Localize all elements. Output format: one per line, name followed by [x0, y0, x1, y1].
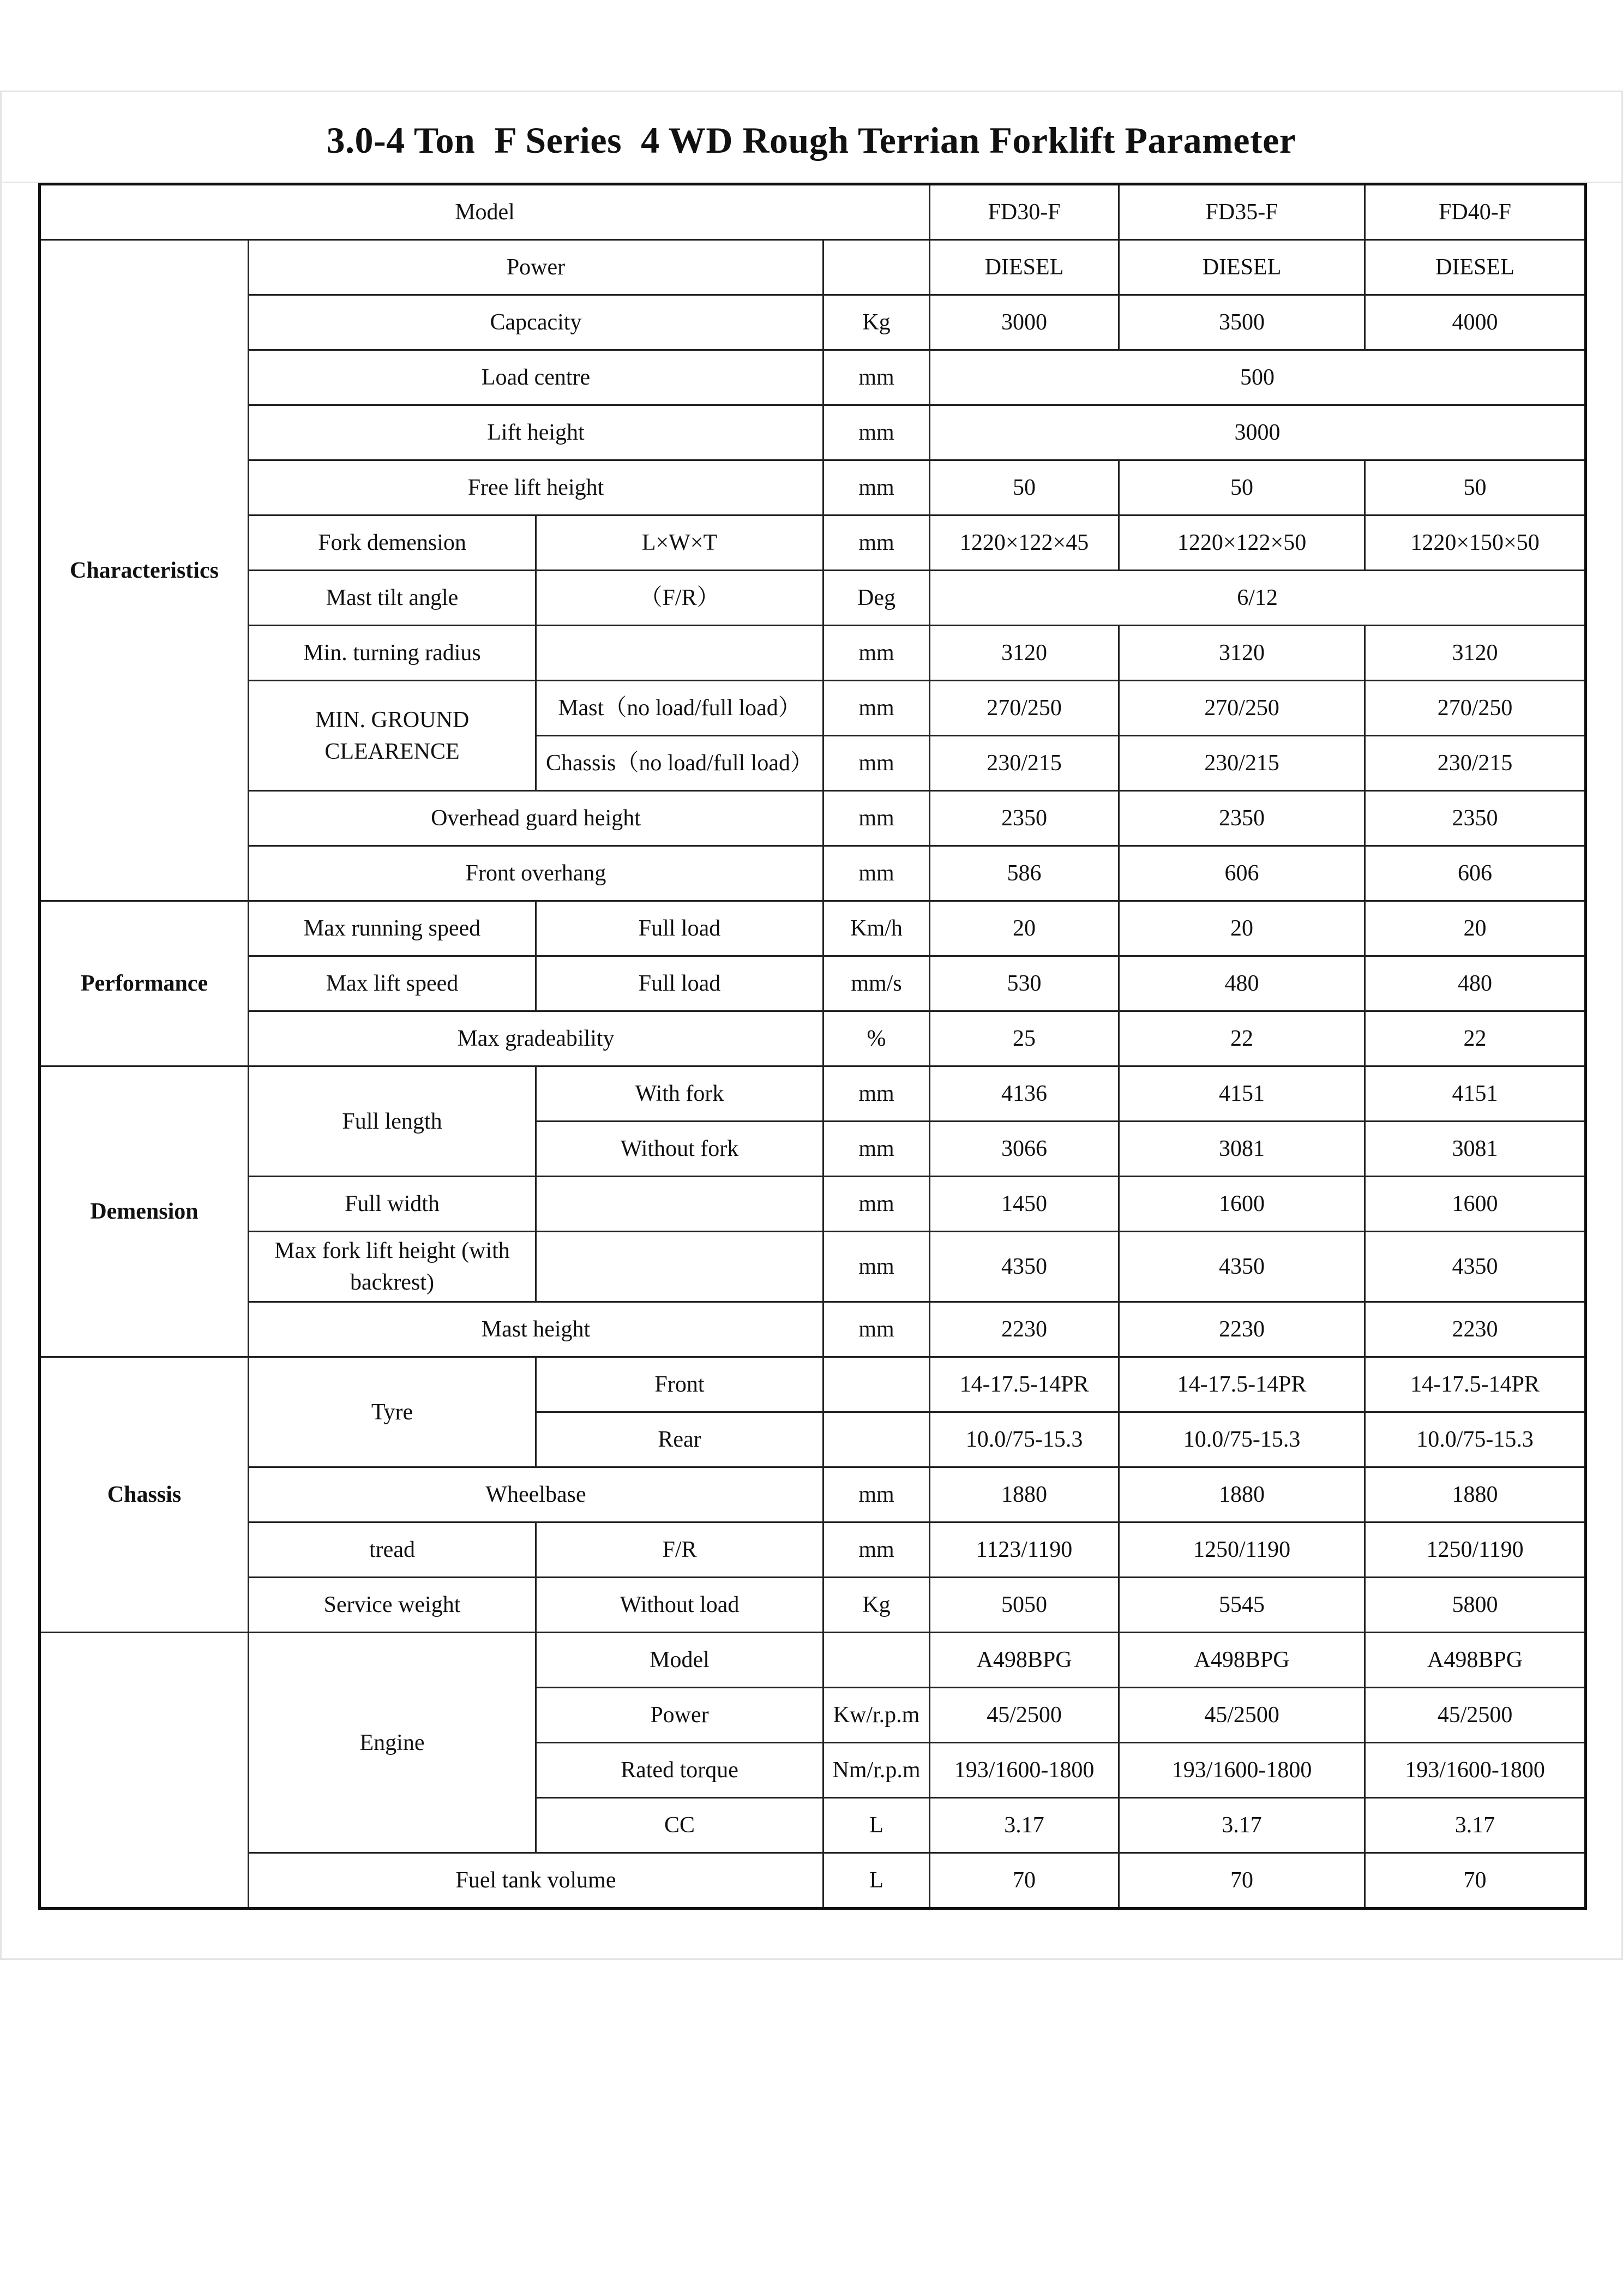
row-sublabel: Model — [536, 1633, 823, 1688]
unit-cell: mm — [823, 405, 930, 460]
table-row — [40, 460, 1586, 515]
value-cell: 14-17.5-14PR — [1119, 1357, 1365, 1412]
row-label: Capcacity — [249, 295, 823, 350]
value-cell: 3.17 — [1119, 1798, 1365, 1853]
table-row — [40, 1177, 1586, 1232]
value-cell: 45/2500 — [930, 1688, 1119, 1743]
row-label: Engine — [249, 1633, 536, 1853]
value-cell: DIESEL — [1365, 240, 1586, 295]
row-label: Mast tilt angle — [249, 571, 536, 626]
value-cell: 3000 — [930, 295, 1119, 350]
value-cell: 5800 — [1365, 1578, 1586, 1633]
value-cell: 4350 — [1119, 1232, 1365, 1302]
group-performance: Performance — [40, 901, 249, 1066]
value-cell: 25 — [930, 1011, 1119, 1066]
sheet-left-edge — [0, 91, 2, 1960]
unit-cell: L — [823, 1798, 930, 1853]
table-row — [40, 791, 1586, 846]
unit-cell: Kg — [823, 1578, 930, 1633]
unit-cell: mm — [823, 846, 930, 901]
value-cell: 3120 — [930, 626, 1119, 681]
value-cell: 270/250 — [1119, 681, 1365, 736]
table-row — [40, 571, 1586, 626]
value-cell: 10.0/75-15.3 — [930, 1412, 1119, 1467]
value-cell: 2230 — [930, 1302, 1119, 1357]
value-cell: 50 — [1119, 460, 1365, 515]
model-name-fd30: FD30-F — [930, 184, 1119, 240]
table-row — [40, 515, 1586, 571]
row-sublabel: Rated torque — [536, 1743, 823, 1798]
value-cell: A498BPG — [1119, 1633, 1365, 1688]
table-header-row — [40, 184, 1586, 240]
value-cell: 3081 — [1119, 1122, 1365, 1177]
value-cell: 1123/1190 — [930, 1522, 1119, 1578]
unit-cell: mm — [823, 791, 930, 846]
table-row — [40, 1633, 1586, 1688]
row-sublabel: （F/R） — [536, 571, 823, 626]
value-cell: 4350 — [1365, 1232, 1586, 1302]
unit-cell — [823, 1633, 930, 1688]
value-cell: 606 — [1119, 846, 1365, 901]
value-cell-merged: 500 — [930, 350, 1586, 405]
table-row — [40, 1302, 1586, 1357]
value-cell: 3.17 — [930, 1798, 1119, 1853]
value-cell: 22 — [1365, 1011, 1586, 1066]
value-cell: 3120 — [1119, 626, 1365, 681]
value-cell: A498BPG — [930, 1633, 1119, 1688]
row-label: Service weight — [249, 1578, 536, 1633]
unit-cell: mm — [823, 1522, 930, 1578]
model-name-fd35: FD35-F — [1119, 184, 1365, 240]
unit-cell: mm — [823, 350, 930, 405]
unit-cell: Kg — [823, 295, 930, 350]
value-cell: 1880 — [930, 1467, 1119, 1522]
row-label: Max gradeability — [249, 1011, 823, 1066]
value-cell: 193/1600-1800 — [1365, 1743, 1586, 1798]
row-sublabel: Front — [536, 1357, 823, 1412]
value-cell: 4350 — [930, 1232, 1119, 1302]
row-sublabel: L×W×T — [536, 515, 823, 571]
group-demension: Demension — [40, 1066, 249, 1357]
value-cell: 2230 — [1365, 1302, 1586, 1357]
value-cell: 70 — [1119, 1853, 1365, 1909]
row-sublabel: Without load — [536, 1578, 823, 1633]
value-cell: 14-17.5-14PR — [1365, 1357, 1586, 1412]
row-label: Wheelbase — [249, 1467, 823, 1522]
unit-cell: mm — [823, 681, 930, 736]
value-cell: 230/215 — [1119, 736, 1365, 791]
value-cell: 1450 — [930, 1177, 1119, 1232]
row-label: Fuel tank volume — [249, 1853, 823, 1909]
unit-cell: mm — [823, 1122, 930, 1177]
row-sublabel — [536, 626, 823, 681]
value-cell: 480 — [1119, 956, 1365, 1011]
value-cell: 3.17 — [1365, 1798, 1586, 1853]
value-cell: 2350 — [930, 791, 1119, 846]
group-characteristics: Characteristics — [40, 240, 249, 901]
value-cell: 1250/1190 — [1119, 1522, 1365, 1578]
value-cell: 20 — [930, 901, 1119, 956]
value-cell: 70 — [1365, 1853, 1586, 1909]
unit-cell — [823, 240, 930, 295]
row-sublabel: Without fork — [536, 1122, 823, 1177]
value-cell: 3500 — [1119, 295, 1365, 350]
value-cell: 2230 — [1119, 1302, 1365, 1357]
unit-cell — [823, 1357, 930, 1412]
value-cell: 230/215 — [930, 736, 1119, 791]
unit-cell: L — [823, 1853, 930, 1909]
value-cell: 50 — [930, 460, 1119, 515]
row-sublabel: Power — [536, 1688, 823, 1743]
row-label: Overhead guard height — [249, 791, 823, 846]
value-cell: 480 — [1365, 956, 1586, 1011]
row-sublabel: Mast（no load/full load） — [536, 681, 823, 736]
value-cell: 3081 — [1365, 1122, 1586, 1177]
row-label: Load centre — [249, 350, 823, 405]
row-sublabel — [536, 1232, 823, 1302]
table-row — [40, 626, 1586, 681]
row-label: Full length — [249, 1066, 536, 1177]
sheet-top-edge — [0, 91, 1623, 92]
model-header-label: Model — [40, 184, 930, 240]
value-cell: 193/1600-1800 — [930, 1743, 1119, 1798]
table-row — [40, 1467, 1586, 1522]
value-cell: 5545 — [1119, 1578, 1365, 1633]
value-cell: 70 — [930, 1853, 1119, 1909]
value-cell: 1220×122×50 — [1119, 515, 1365, 571]
value-cell: 193/1600-1800 — [1119, 1743, 1365, 1798]
unit-cell: mm — [823, 1066, 930, 1122]
value-cell: 1220×150×50 — [1365, 515, 1586, 571]
row-label: Min. turning radius — [249, 626, 536, 681]
unit-cell: mm — [823, 626, 930, 681]
model-name-fd40: FD40-F — [1365, 184, 1586, 240]
value-cell: 606 — [1365, 846, 1586, 901]
row-label: Free lift height — [249, 460, 823, 515]
value-cell: 4151 — [1119, 1066, 1365, 1122]
group-chassis: Chassis — [40, 1357, 249, 1633]
value-cell: 4151 — [1365, 1066, 1586, 1122]
value-cell: 1250/1190 — [1365, 1522, 1586, 1578]
value-cell-merged: 6/12 — [930, 571, 1586, 626]
unit-cell: mm — [823, 1302, 930, 1357]
value-cell: 20 — [1365, 901, 1586, 956]
unit-cell: % — [823, 1011, 930, 1066]
row-label: tread — [249, 1522, 536, 1578]
value-cell: 1600 — [1119, 1177, 1365, 1232]
table-row — [40, 901, 1586, 956]
value-cell: 1880 — [1365, 1467, 1586, 1522]
table-row — [40, 846, 1586, 901]
row-label: Max fork lift height (with backrest) — [249, 1232, 536, 1302]
unit-cell: Nm/r.p.m — [823, 1743, 930, 1798]
row-sublabel: Full load — [536, 901, 823, 956]
row-label: Mast height — [249, 1302, 823, 1357]
value-cell: A498BPG — [1365, 1633, 1586, 1688]
value-cell: 45/2500 — [1119, 1688, 1365, 1743]
value-cell: 270/250 — [930, 681, 1119, 736]
value-cell: 1600 — [1365, 1177, 1586, 1232]
unit-cell: mm — [823, 460, 930, 515]
value-cell-merged: 3000 — [930, 405, 1586, 460]
row-label: Front overhang — [249, 846, 823, 901]
value-cell: 230/215 — [1365, 736, 1586, 791]
value-cell: 3120 — [1365, 626, 1586, 681]
unit-cell: Deg — [823, 571, 930, 626]
table-row — [40, 681, 1586, 736]
value-cell: 10.0/75-15.3 — [1365, 1412, 1586, 1467]
value-cell: 2350 — [1119, 791, 1365, 846]
table-row — [40, 1578, 1586, 1633]
value-cell: DIESEL — [1119, 240, 1365, 295]
row-sublabel: CC — [536, 1798, 823, 1853]
table-row — [40, 1853, 1586, 1909]
value-cell: 530 — [930, 956, 1119, 1011]
row-label: Full width — [249, 1177, 536, 1232]
value-cell: 4136 — [930, 1066, 1119, 1122]
row-sublabel — [536, 1177, 823, 1232]
value-cell: 10.0/75-15.3 — [1119, 1412, 1365, 1467]
value-cell: 22 — [1119, 1011, 1365, 1066]
table-row — [40, 405, 1586, 460]
value-cell: 1220×122×45 — [930, 515, 1119, 571]
group-engine-blank — [40, 1633, 249, 1909]
row-sublabel: Rear — [536, 1412, 823, 1467]
unit-cell: mm — [823, 1177, 930, 1232]
row-label: Tyre — [249, 1357, 536, 1467]
row-label: Power — [249, 240, 823, 295]
value-cell: 270/250 — [1365, 681, 1586, 736]
row-label: MIN. GROUND CLEARENCE — [249, 681, 536, 791]
table-row — [40, 1232, 1586, 1302]
unit-cell: Km/h — [823, 901, 930, 956]
table-row — [40, 1011, 1586, 1066]
row-sublabel: Chassis（no load/full load） — [536, 736, 823, 791]
row-label: Fork demension — [249, 515, 536, 571]
value-cell: DIESEL — [930, 240, 1119, 295]
unit-cell: mm/s — [823, 956, 930, 1011]
table-row — [40, 295, 1586, 350]
unit-cell: mm — [823, 1232, 930, 1302]
table-row — [40, 956, 1586, 1011]
row-sublabel: With fork — [536, 1066, 823, 1122]
table-row — [40, 1357, 1586, 1412]
value-cell: 4000 — [1365, 295, 1586, 350]
value-cell: 586 — [930, 846, 1119, 901]
row-label: Max lift speed — [249, 956, 536, 1011]
row-label: Max running speed — [249, 901, 536, 956]
value-cell: 45/2500 — [1365, 1688, 1586, 1743]
table-row — [40, 1066, 1586, 1122]
unit-cell — [823, 1412, 930, 1467]
sheet-bottom-edge — [0, 1958, 1623, 1960]
table-row — [40, 1522, 1586, 1578]
value-cell: 20 — [1119, 901, 1365, 956]
forklift-parameter-table — [38, 183, 1587, 1910]
unit-cell: mm — [823, 1467, 930, 1522]
row-label: Lift height — [249, 405, 823, 460]
unit-cell: Kw/r.p.m — [823, 1688, 930, 1743]
table-row — [40, 240, 1586, 295]
value-cell: 50 — [1365, 460, 1586, 515]
unit-cell: mm — [823, 515, 930, 571]
unit-cell: mm — [823, 736, 930, 791]
page-title: 3.0-4 Ton F Series 4 WD Rough Terrian Forklift Parameter — [326, 119, 1296, 161]
row-sublabel: F/R — [536, 1522, 823, 1578]
row-sublabel: Full load — [536, 956, 823, 1011]
value-cell: 2350 — [1365, 791, 1586, 846]
value-cell: 5050 — [930, 1578, 1119, 1633]
value-cell: 14-17.5-14PR — [930, 1357, 1119, 1412]
value-cell: 3066 — [930, 1122, 1119, 1177]
table-row — [40, 350, 1586, 405]
value-cell: 1880 — [1119, 1467, 1365, 1522]
